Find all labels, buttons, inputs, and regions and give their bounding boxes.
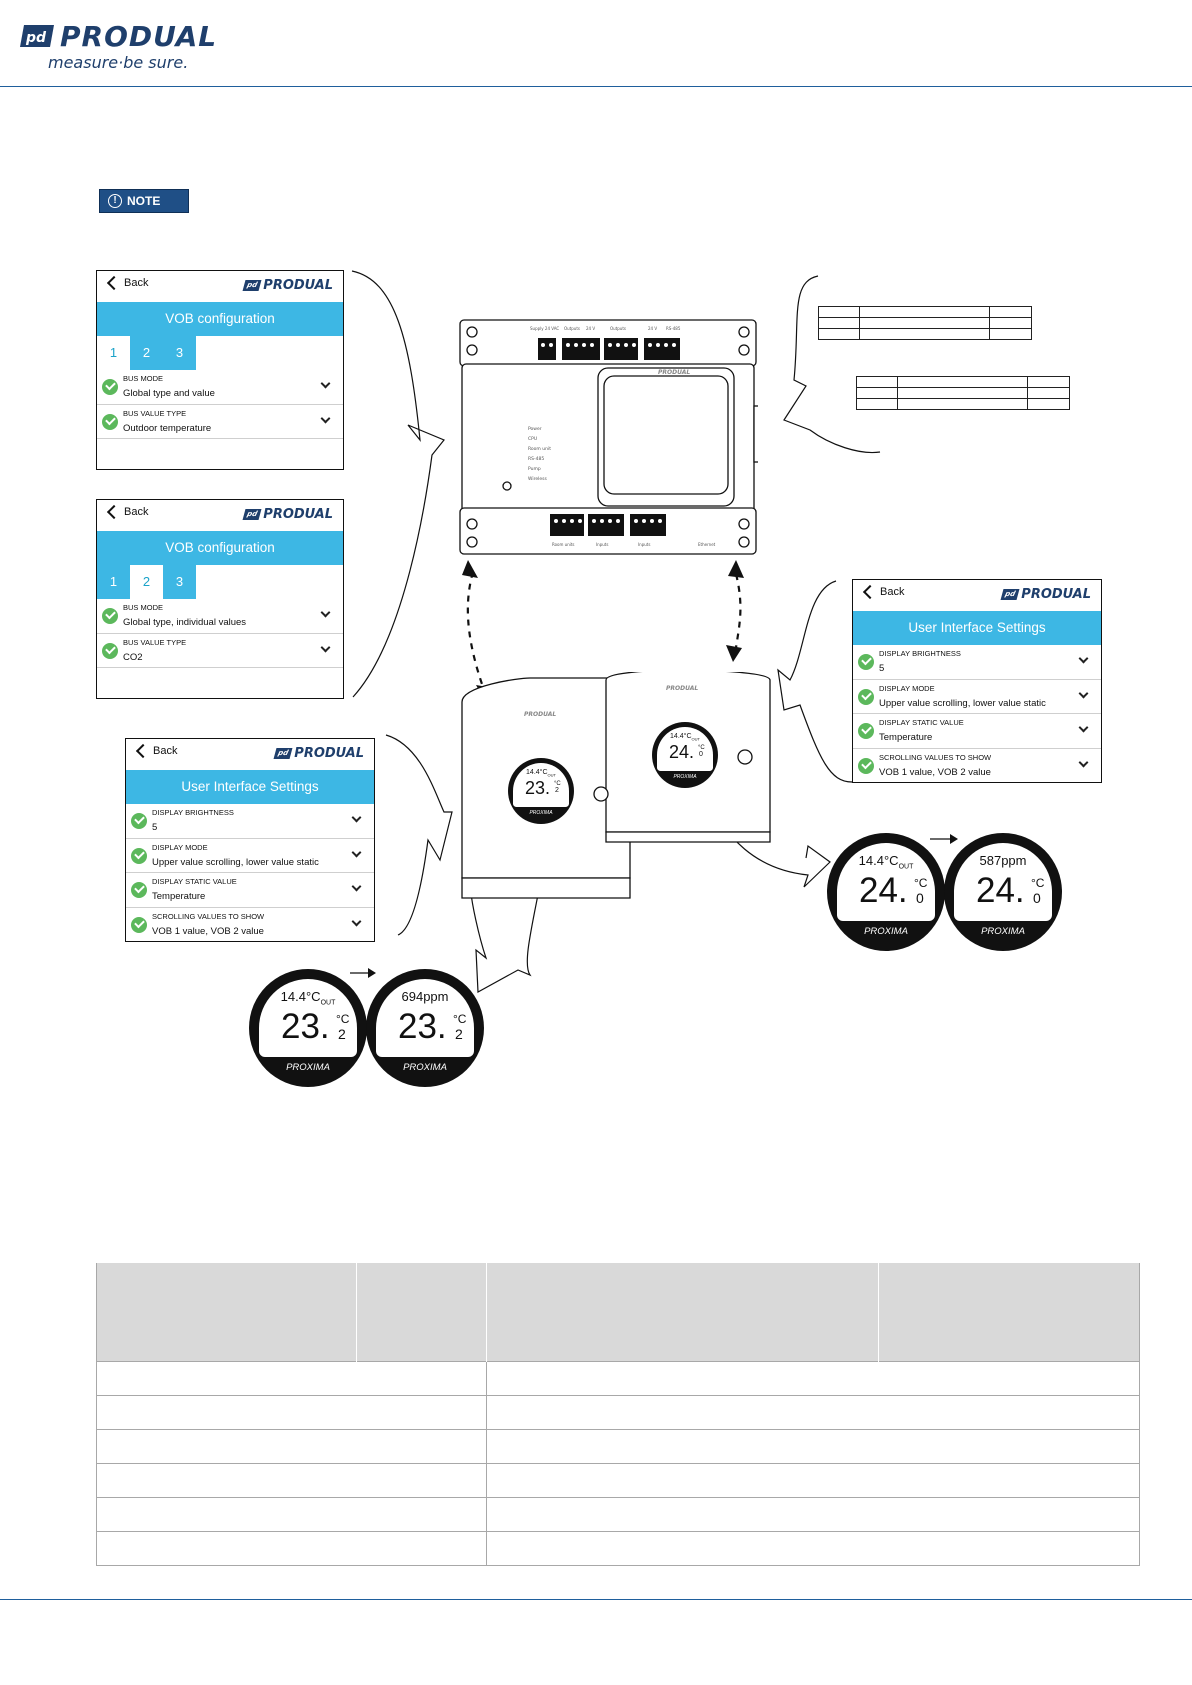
table-row <box>97 1395 1140 1429</box>
chevron-down-icon <box>321 608 331 618</box>
device-left-brand: PROXIMA <box>529 810 553 816</box>
mini-table-1 <box>818 306 1032 340</box>
table-header-cell <box>357 1263 487 1361</box>
led-power: Power <box>528 427 542 432</box>
room-unit-left-bottom <box>462 878 630 898</box>
panel-brand: pd PRODUAL <box>275 746 364 761</box>
chevron-down-icon <box>1079 688 1089 698</box>
arrowhead-right-bottom <box>726 645 742 662</box>
arrowhead-left-top <box>462 560 478 578</box>
terminal-label-inputs-2: Inputs <box>638 542 651 547</box>
chevron-down-icon <box>352 882 362 892</box>
check-icon <box>858 654 874 670</box>
display-brand: PROXIMA <box>286 1062 330 1073</box>
tab-3[interactable]: 3 <box>163 336 196 370</box>
display-main-value: 24. <box>976 871 1025 910</box>
controller-device <box>458 318 758 561</box>
display-unit: °C <box>914 876 928 890</box>
terminal-label-outputs-1: Outputs <box>564 326 580 331</box>
display-top-value: $14.4^\circ C_{OUT}$ <box>858 853 914 871</box>
table-header-cell <box>97 1263 357 1361</box>
logo-tagline: measure·be sure. <box>48 53 189 72</box>
terminal-top-3 <box>604 338 638 360</box>
terminal-top-4 <box>644 338 680 360</box>
panel-brand: pd PRODUAL <box>244 507 333 522</box>
display-top-value: 694ppm <box>401 989 449 1004</box>
back-icon <box>136 744 150 758</box>
room-unit-right-bottom <box>606 832 770 842</box>
display-brand: PROXIMA <box>403 1062 447 1073</box>
tab-2[interactable]: 2 <box>130 336 163 370</box>
vob-config-panel-2 <box>96 499 344 699</box>
produal-logo-mark-icon: pd <box>243 280 262 291</box>
logo-wordmark: PRODUAL <box>60 20 218 53</box>
device-right-main: 24. <box>669 742 695 762</box>
device-right-top: $14.4^\circ C_{OUT}$ <box>670 733 700 742</box>
back-icon <box>107 505 121 519</box>
produal-logo-mark-icon: pd <box>1001 589 1020 600</box>
setting-display-brightness[interactable]: DISPLAY BRIGHTNESS 5 <box>126 804 374 839</box>
table-row <box>97 1361 1140 1395</box>
display-decimal: 0 <box>1033 890 1041 906</box>
display-top-value: $14.4^\circ C_{OUT}$ <box>280 989 336 1007</box>
chevron-down-icon <box>352 916 362 926</box>
back-button[interactable]: Back <box>105 277 148 289</box>
terminal-label-outputs-2: Outputs <box>610 326 626 331</box>
check-icon <box>131 882 147 898</box>
setting-display-brightness[interactable]: DISPLAY BRIGHTNESS 5 <box>853 645 1101 680</box>
screw-br <box>739 519 749 529</box>
setting-bus-value-type[interactable]: BUS VALUE TYPE CO2 <box>97 634 343 669</box>
check-icon <box>131 813 147 829</box>
setting-bus-mode[interactable]: BUS MODE Global type and value <box>97 370 343 405</box>
setting-display-mode[interactable]: DISPLAY MODE Upper value scrolling, lower value static <box>126 839 374 874</box>
room-unit-left-brand: PRODUAL <box>524 711 557 718</box>
display-unit: °C <box>1031 876 1045 890</box>
display-brand: PROXIMA <box>981 926 1025 937</box>
table-row <box>97 1463 1140 1497</box>
device-right-display <box>652 722 718 788</box>
dashed-link-right <box>735 574 740 655</box>
display-right-b <box>944 833 1062 951</box>
table-header-row <box>97 1263 1140 1361</box>
terminal-bottom-3 <box>630 514 666 536</box>
room-unit-right-button <box>738 750 752 764</box>
table-row <box>97 1429 1140 1463</box>
back-button[interactable]: Back <box>105 506 148 518</box>
table-row <box>97 1531 1140 1565</box>
display-decimal: 2 <box>338 1026 346 1042</box>
led-pump: Pump <box>528 467 541 472</box>
led-wireless: Wireless <box>528 477 547 482</box>
setting-bus-mode[interactable]: BUS MODE Global type, individual values <box>97 599 343 634</box>
tab-1[interactable]: 1 <box>97 336 130 370</box>
footer-rule <box>0 1599 1192 1600</box>
setting-scrolling-values[interactable]: SCROLLING VALUES TO SHOW VOB 1 value, VOB 2 value <box>126 908 374 943</box>
chevron-down-icon <box>321 642 331 652</box>
check-icon <box>102 379 118 395</box>
display-main-value: 23. <box>398 1007 447 1046</box>
table-header-cell <box>487 1263 879 1361</box>
logo-mark-text: pd <box>26 30 47 46</box>
room-unit-right-brand: PRODUAL <box>666 685 699 692</box>
check-icon <box>858 689 874 705</box>
display-right-a <box>827 833 945 951</box>
ui-settings-panel-left <box>125 738 375 942</box>
info-icon: ! <box>108 194 122 208</box>
terminal-bottom-2 <box>588 514 624 536</box>
terminal-label-ethernet: Ethernet <box>698 542 716 547</box>
setting-display-static-value[interactable]: DISPLAY STATIC VALUE Temperature <box>126 873 374 908</box>
chevron-down-icon <box>352 813 362 823</box>
display-left-b <box>366 969 484 1087</box>
terminal-label-room-units: Room units <box>552 542 575 547</box>
ui-settings-panel-right <box>852 579 1102 783</box>
chevron-down-icon <box>1079 654 1089 664</box>
connector-ui-left <box>386 735 452 935</box>
device-left-top: $14.4^\circ C_{OUT}$ <box>526 769 556 778</box>
led-room-unit: Room unit <box>528 447 551 452</box>
produal-logo-mark-icon: pd <box>274 748 293 759</box>
setting-display-static-value[interactable]: DISPLAY STATIC VALUE Temperature <box>853 714 1101 749</box>
terminal-label-supply: Supply 24 VAC <box>530 326 560 331</box>
display-left-a <box>249 969 367 1087</box>
terminal-label-inputs-1: Inputs <box>596 542 609 547</box>
device-right-brand: PROXIMA <box>673 774 697 780</box>
display-top-value: 587ppm <box>979 853 1027 868</box>
chevron-down-icon <box>352 847 362 857</box>
panel-brand: pd PRODUAL <box>1002 587 1091 602</box>
device-left-main: 23. <box>525 778 551 798</box>
display-decimal: 0 <box>916 890 924 906</box>
display-unit: °C <box>453 1012 467 1026</box>
vob-tabs <box>97 336 343 370</box>
check-icon <box>858 758 874 774</box>
back-icon <box>107 276 121 290</box>
room-unit-left-button <box>594 787 608 801</box>
screw-tr <box>739 327 749 337</box>
arrowhead-right-top <box>728 560 744 578</box>
display-decimal: 2 <box>455 1026 463 1042</box>
check-icon <box>102 608 118 624</box>
display-unit: °C <box>336 1012 350 1026</box>
table-row <box>97 1497 1140 1531</box>
panel-title: User Interface Settings <box>126 770 374 804</box>
check-icon <box>102 414 118 430</box>
vob-tabs <box>97 565 343 599</box>
chevron-down-icon <box>1079 723 1089 733</box>
check-icon <box>102 643 118 659</box>
screw-tl <box>467 327 477 337</box>
table-header-cell <box>879 1263 1140 1361</box>
terminal-top-1 <box>538 338 556 360</box>
controller-window-inner <box>604 376 728 494</box>
produal-logo-mark-icon: pd <box>243 509 262 520</box>
panel-brand: pd PRODUAL <box>244 278 333 293</box>
display-main-value: 23. <box>281 1007 330 1046</box>
led-cpu: CPU <box>528 437 538 442</box>
setting-display-mode[interactable]: DISPLAY MODE Upper value scrolling, lower value static <box>853 680 1101 715</box>
controller-side-tab <box>754 406 758 462</box>
panel-title: User Interface Settings <box>853 611 1101 645</box>
chevron-down-icon <box>321 413 331 423</box>
display-main-value: 24. <box>859 871 908 910</box>
reset-button <box>503 482 511 490</box>
setting-bus-value-type[interactable]: BUS VALUE TYPE Outdoor temperature <box>97 405 343 440</box>
display-brand: PROXIMA <box>864 926 908 937</box>
check-icon <box>131 917 147 933</box>
device-left-unit: °C <box>554 781 561 787</box>
terminal-bottom-1 <box>550 514 584 536</box>
device-left-display <box>508 758 574 824</box>
panel-title: VOB configuration <box>97 302 343 336</box>
setting-scrolling-values[interactable]: SCROLLING VALUES TO SHOW VOB 1 value, VOB 2 value <box>853 749 1101 784</box>
vob-config-panel-1 <box>96 270 344 470</box>
document-table <box>96 1263 1140 1566</box>
connector-ui-right <box>778 581 852 782</box>
screw-bl <box>467 519 477 529</box>
terminal-label-24v-1: 24 V <box>586 326 596 331</box>
controller-brand: PRODUAL <box>658 369 691 376</box>
device-right-unit: °C <box>698 745 705 751</box>
terminal-label-rs485: RS-485 <box>666 326 681 331</box>
terminal-label-24v-2: 24 V <box>648 326 658 331</box>
panel-title: VOB configuration <box>97 531 343 565</box>
chevron-down-icon <box>1079 757 1089 767</box>
back-button[interactable]: Back <box>134 745 177 757</box>
note-label: NOTE <box>127 194 161 208</box>
back-button[interactable]: Back <box>861 586 904 598</box>
device-left-dec: 2 <box>555 787 559 794</box>
terminal-top-2 <box>562 338 600 360</box>
room-units <box>458 672 778 902</box>
tab-2[interactable]: 2 <box>130 565 163 599</box>
tab-1[interactable]: 1 <box>97 565 130 599</box>
connector-tables <box>784 276 880 453</box>
led-rs485: RS-485 <box>528 457 545 462</box>
device-right-dec: 0 <box>699 751 703 758</box>
chevron-down-icon <box>321 379 331 389</box>
back-icon <box>863 585 877 599</box>
check-icon <box>858 723 874 739</box>
tab-3[interactable]: 3 <box>163 565 196 599</box>
mini-table-2 <box>856 376 1070 410</box>
check-icon <box>131 848 147 864</box>
connector-vob1 <box>352 271 444 697</box>
